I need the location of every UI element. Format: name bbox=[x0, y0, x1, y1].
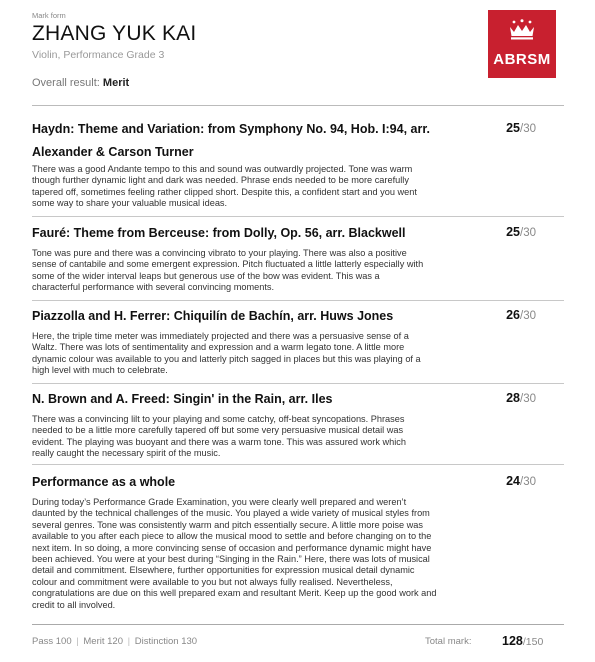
score-value: 28 bbox=[506, 391, 520, 405]
piece-title bbox=[32, 120, 462, 162]
examiner-comment: Tone was pure and there was a convincing vibrato to your playing. There was also a positive sense of cantabile and some emergent expression. Pitch fluctuated a little latterly especially with some of the wider interval leaps but generous use of the bow was evident. This was a characterful performance with several convincing moments. bbox=[32, 248, 424, 293]
overall-result-value: Merit bbox=[102, 77, 130, 89]
score-max: /30 bbox=[520, 476, 536, 488]
candidate-name: ZHANG YUK KAI bbox=[32, 22, 197, 45]
examiner-comment: Here, the triple time meter was immediately projected and there was a persuasive sense of a Waltz. There was lots of sentimentality and expression and a warm legato tone. A little more dynamic colour was available to you and latterly pitch sagged in places but this was playing of a high level with much to celebrate. bbox=[32, 331, 421, 376]
piece-title: N. Brown and A. Freed: Singin' in the Rain, arr. Iles bbox=[32, 392, 333, 406]
section-divider bbox=[32, 300, 564, 301]
piece-title-line-1: Haydn: Theme and Variation: from Symphony No. 94, Hob. I:94, arr. bbox=[32, 122, 430, 136]
abrsm-logo bbox=[488, 10, 556, 78]
section-divider bbox=[32, 383, 564, 384]
piece-title: Fauré: Theme from Berceuse: from Dolly, Op. 56, arr. Blackwell bbox=[32, 226, 406, 240]
total-mark-value: 128 bbox=[502, 634, 523, 648]
distinction-boundary: Distinction 130 bbox=[134, 636, 198, 647]
piece-section-3 bbox=[32, 307, 564, 379]
piece-section-1 bbox=[32, 120, 564, 215]
piece-title-line-2: Alexander & Carson Turner bbox=[32, 145, 194, 159]
logo-text: ABRSM bbox=[493, 51, 551, 68]
piece-title: Performance as a whole bbox=[32, 475, 176, 489]
merit-boundary: Merit 120 bbox=[83, 636, 123, 647]
piece-score bbox=[506, 474, 536, 488]
piece-score bbox=[506, 121, 536, 135]
examiner-comment: There was a convincing lilt to your playing and some catchy, off-beat syncopations. Phrases needed to be a little more carefully tapered off but some very persuasive musical detail was evident. The playing was buoyant and there was a warm tone. This was assured work which really caught the necessary spirit of the music. bbox=[32, 414, 406, 459]
examiner-comment: During today’s Performance Grade Examination, you were clearly well prepared and weren’t daunted by the technical challenges of the music. You played a wide variety of musical styles from several genres. Tone was consistently warm and pitch essentially secure. A little more poise was available to you after each piece to allow the musical mood to settle and before changing on to the next item. In so doing, a more convincing sense of occasion and performance dynamic might have been achieved. You were at your best during “Singing in the Rain.” Here, there was lots of musical detail and commitment. Elsewhere, further opportunities for expression musical detail dynamic colour and commitment were available to you but not always fully realised. Nevertheless, congratulations are due on this well prepared exam and resultant Merit. Keep up the good work and credit to all involved. bbox=[32, 497, 437, 610]
score-max: /30 bbox=[520, 227, 536, 239]
header-divider bbox=[32, 105, 564, 106]
performance-whole-section bbox=[32, 473, 564, 613]
footer-divider bbox=[32, 624, 564, 625]
total-mark-label: Total mark: bbox=[425, 636, 472, 647]
overall-result-label: Overall result: bbox=[32, 77, 100, 89]
mark-form-label: Mark form bbox=[32, 11, 66, 20]
section-divider bbox=[32, 216, 564, 217]
piece-score bbox=[506, 391, 536, 405]
crown-icon bbox=[488, 19, 556, 41]
exam-grade: Violin, Performance Grade 3 bbox=[32, 49, 165, 61]
piece-section-2 bbox=[32, 224, 564, 296]
score-value: 24 bbox=[506, 474, 520, 488]
section-divider bbox=[32, 464, 564, 465]
separator: | bbox=[76, 636, 79, 647]
grade-boundaries bbox=[32, 636, 197, 647]
piece-score bbox=[506, 225, 536, 239]
score-value: 25 bbox=[506, 225, 520, 239]
examiner-comment: There was a good Andante tempo to this and sound was outwardly projected. Tone was warm though further dynamic light and dark was needed. Phrase ends needed to be more carefully tapered off, sometimes feeling rather clipped short. Despite this, a confident start and you went some way to share your valuable musical ideas. bbox=[32, 164, 417, 209]
score-max: /30 bbox=[520, 123, 536, 135]
score-max: /30 bbox=[520, 393, 536, 405]
overall-result bbox=[32, 77, 129, 89]
total-mark bbox=[502, 634, 543, 648]
score-max: /30 bbox=[520, 310, 536, 322]
score-value: 26 bbox=[506, 308, 520, 322]
pass-boundary: Pass 100 bbox=[32, 636, 72, 647]
piece-score bbox=[506, 308, 536, 322]
score-value: 25 bbox=[506, 121, 520, 135]
total-mark-max: /150 bbox=[522, 636, 544, 648]
piece-title: Piazzolla and H. Ferrer: Chiquilín de Bachín, arr. Huws Jones bbox=[32, 309, 394, 323]
piece-section-4 bbox=[32, 390, 564, 462]
separator: | bbox=[127, 636, 131, 647]
